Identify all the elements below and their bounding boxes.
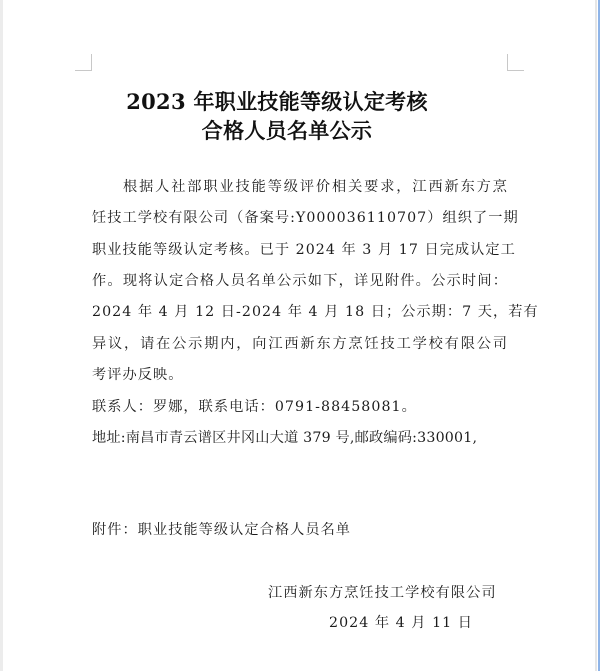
attachment-line: 附件：职业技能等级认定合格人员名单	[92, 522, 352, 538]
address-line: 地址:南昌市青云谱区井冈山大道 379 号,邮政编码:330001,	[92, 430, 478, 446]
signature-date: 2024 年 4 月 11 日	[329, 615, 474, 631]
body-paragraph-line: 异议，请在公示期内，向江西新东方烹饪技工学校有限公司	[92, 336, 508, 352]
body-paragraph-line: 饪技工学校有限公司（备案号:Y000036110707）组织了一期	[92, 210, 519, 226]
margin-corner-mark-top-left	[75, 54, 92, 71]
body-paragraph-line: 2024 年 4 月 12 日-2024 年 4 月 18 日；公示期：7 天，若有	[92, 304, 539, 320]
page-right-edge	[595, 0, 597, 671]
body-paragraph-line: 职业技能等级认定考核。已于 2024 年 3 月 17 日完成认定工	[92, 242, 516, 258]
body-paragraph-line: 作。现将认定合格人员名单公示如下，详见附件。公示时间：	[92, 273, 508, 289]
contact-line: 联系人：罗娜，联系电话：0791-88458081。	[92, 399, 417, 415]
margin-corner-mark-top-right	[507, 54, 524, 71]
body-paragraph-line: 根据人社部职业技能等级评价相关要求，江西新东方烹	[123, 179, 508, 195]
page-left-edge	[0, 0, 3, 671]
document-title-line-2: 合格人员名单公示	[201, 118, 373, 143]
document-title-line-1: 2023 年职业技能等级认定考核	[126, 89, 428, 114]
signature-organization: 江西新东方烹饪技工学校有限公司	[268, 585, 497, 601]
body-paragraph-line: 考评办反映。	[92, 367, 184, 383]
